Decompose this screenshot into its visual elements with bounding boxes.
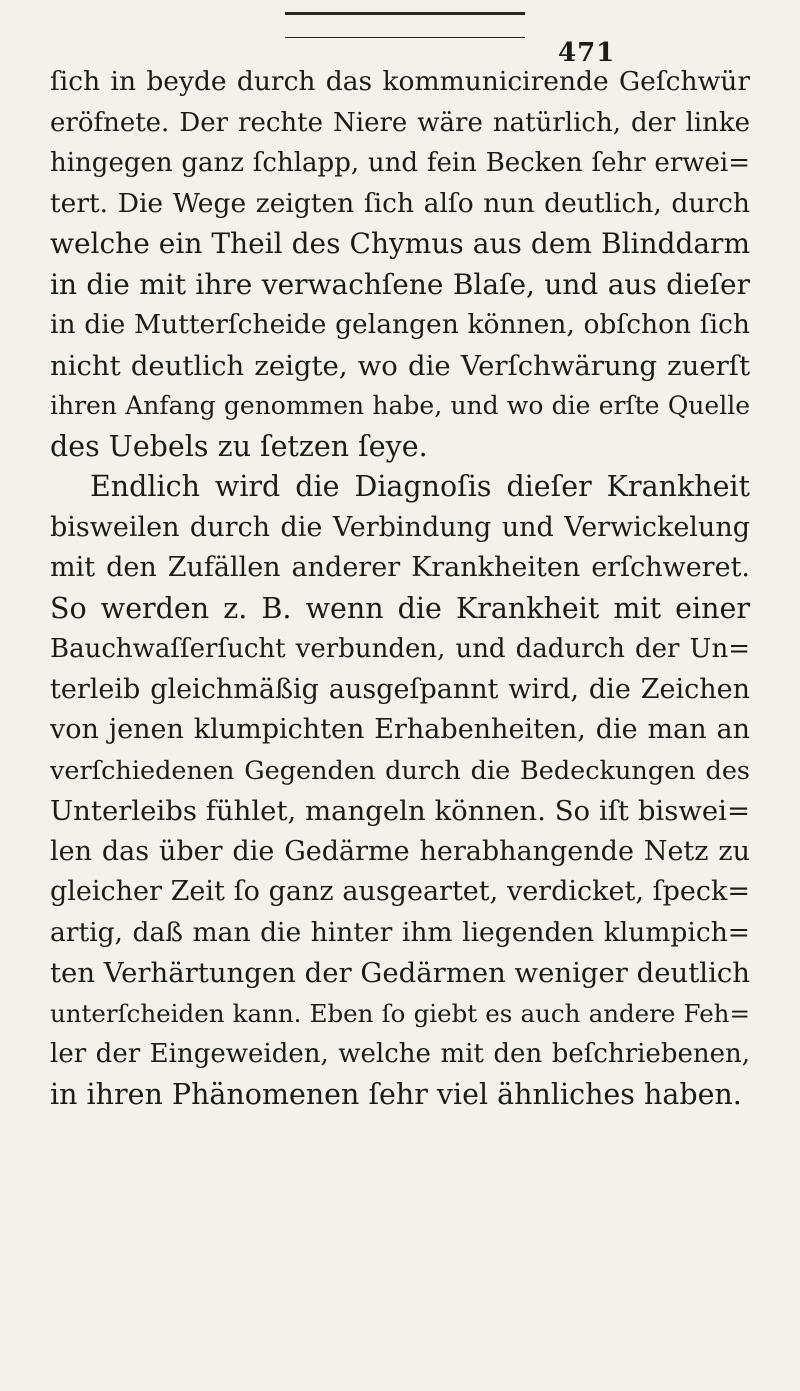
text-line: len das über die Gedärme herabhangende Netz zu xyxy=(50,835,750,867)
text-line: terleib gleichmäßig ausgeſpannt wird, die Zeichen xyxy=(50,673,750,705)
text-line: tert. Die Wege zeigten ſich alſo nun deutlich, durch xyxy=(50,187,750,219)
text-line: ſich in beyde durch das kommunicirende Geſchwür xyxy=(50,66,750,97)
text-line: verſchiedenen Gegenden durch die Bedeckungen des xyxy=(50,755,750,786)
text-line: des Uebels zu ſetzen ſeye. xyxy=(50,429,428,463)
text-line: unterſcheiden kann. Eben ſo giebt es auch andere Feh= xyxy=(50,998,750,1028)
text-line: mit den Zufällen anderer Krankheiten erſchweret. xyxy=(50,552,750,583)
text-line: in die mit ihre verwachſene Blaſe, und aus dieſer xyxy=(50,267,750,301)
text-line: Bauchwaſſerſucht verbunden, und dadurch der Un= xyxy=(50,634,750,664)
text-line: bisweilen durch die Verbindung und Verwickelung xyxy=(50,511,750,543)
text-line: in die Mutterſcheide gelangen können, obſchon ſich xyxy=(50,309,750,340)
text-line: artig, daß man die hinter ihm liegenden klumpich= xyxy=(50,916,750,948)
text-line: welche ein Theil des Chymus aus dem Blinddarm xyxy=(50,227,750,260)
header-rule xyxy=(285,12,525,38)
text-line: Endlich wird die Diagnoſis dieſer Krankheit xyxy=(90,470,750,503)
text-line: Unterleibs fühlet, mangeln können. So iſt biswei= xyxy=(50,795,750,827)
text-line: hingegen ganz ſchlapp, und fein Becken ſehr erwei= xyxy=(50,148,750,178)
body-text xyxy=(50,62,750,1115)
text-line: ten Verhärtungen der Gedärmen weniger deutlich xyxy=(50,957,750,989)
page-number: 471 xyxy=(558,38,616,68)
text-line: ihren Anfang genommen habe, und wo die erſte Quelle xyxy=(50,391,750,420)
text-line: gleicher Zeit ſo ganz ausgeartet, verdicket, ſpeck= xyxy=(50,876,750,907)
text-line: eröfnete. Der rechte Niere wäre natürlich, der linke xyxy=(50,107,750,138)
text-line: ler der Eingeweiden, welche mit den beſchriebenen, xyxy=(50,1039,750,1069)
text-line: nicht deutlich zeigte, wo die Verſchwärung zuerſt xyxy=(50,349,750,382)
text-line: in ihren Phänomenen ſehr viel ähnliches haben. xyxy=(50,1077,742,1111)
text-line: So werden z. B. wenn die Krankheit mit einer xyxy=(50,591,750,625)
text-line: von jenen klumpichten Erhabenheiten, die man an xyxy=(50,714,750,745)
